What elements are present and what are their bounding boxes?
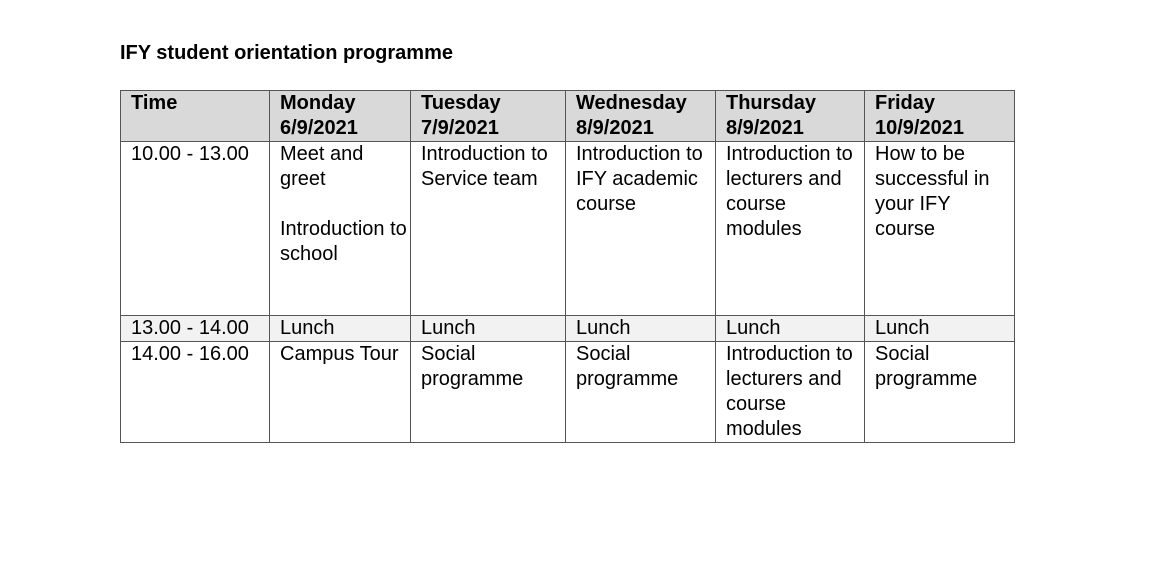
schedule-table xyxy=(120,90,1015,443)
session-cell: Social programme xyxy=(411,342,566,443)
day-date: 8/9/2021 xyxy=(576,117,654,139)
session-cell: Lunch xyxy=(411,316,566,342)
session-cell xyxy=(716,142,865,316)
session-cell: Social programme xyxy=(566,342,716,443)
session-cell: Lunch xyxy=(566,316,716,342)
session-cell xyxy=(411,142,566,316)
day-name: Tuesday xyxy=(421,92,501,114)
day-name: Friday xyxy=(875,92,936,114)
session-spacer xyxy=(280,192,410,217)
document-title: IFY student orientation programme xyxy=(120,42,453,64)
day-header-thursday xyxy=(716,91,865,142)
day-header-tuesday xyxy=(411,91,566,142)
session-text: How to be successful in your IFY course xyxy=(875,143,990,240)
header-row xyxy=(121,91,1015,142)
table-row-morning xyxy=(121,142,1015,316)
session-cell: Campus Tour xyxy=(270,342,411,443)
day-date: 8/9/2021 xyxy=(726,117,804,139)
session-text: Introduction to Service team xyxy=(421,143,548,190)
table-row-lunch xyxy=(121,316,1015,342)
time-slot-cell: 13.00 - 14.00 xyxy=(121,316,270,342)
session-cell xyxy=(566,142,716,316)
day-header-monday xyxy=(270,91,411,142)
day-date: 10/9/2021 xyxy=(875,117,964,139)
session-cell: Lunch xyxy=(270,316,411,342)
session-cell xyxy=(865,142,1015,316)
time-column-header: Time xyxy=(121,91,270,142)
day-name: Thursday xyxy=(726,92,817,114)
session-text: Introduction to IFY academic course xyxy=(576,143,703,215)
session-cell: Social programme xyxy=(865,342,1015,443)
day-header-wednesday xyxy=(566,91,716,142)
time-slot-cell: 14.00 - 16.00 xyxy=(121,342,270,443)
day-name: Monday xyxy=(280,92,356,114)
day-date: 6/9/2021 xyxy=(280,117,358,139)
session-cell: Lunch xyxy=(865,316,1015,342)
session-text: Meet and greet xyxy=(280,143,364,190)
session-cell xyxy=(270,142,411,316)
table-row-afternoon xyxy=(121,342,1015,443)
day-name: Wednesday xyxy=(576,92,687,114)
session-text: Introduction to lecturers and course modules xyxy=(726,143,853,240)
session-cell: Lunch xyxy=(716,316,865,342)
session-text: Introduction to school xyxy=(280,218,407,265)
session-cell: Introduction to lecturers and course modules xyxy=(716,342,865,443)
day-header-friday xyxy=(865,91,1015,142)
time-slot-cell: 10.00 - 13.00 xyxy=(121,142,270,316)
day-date: 7/9/2021 xyxy=(421,117,499,139)
